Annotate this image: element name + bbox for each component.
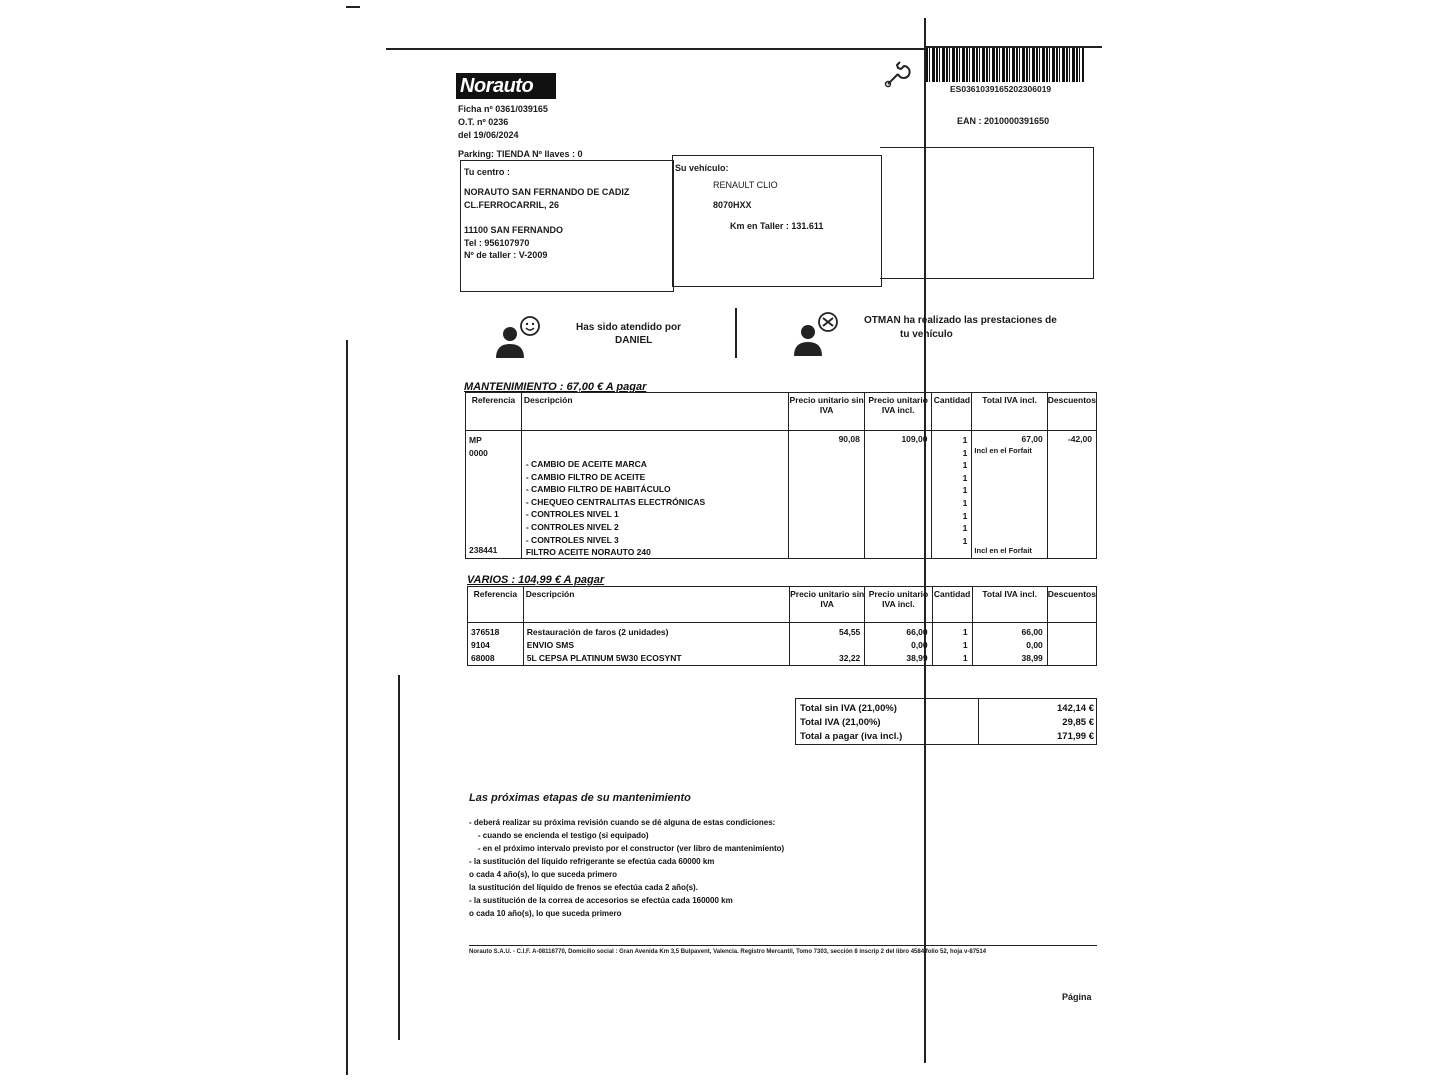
norauto-logo: Norauto [456,73,556,99]
mantenimiento-title: MANTENIMIENTO : 67,00 € A pagar [464,381,647,393]
mant-qty: 1 [962,472,968,483]
mant-col-desc-dto: Descuentos [1047,393,1096,431]
var-total-cell [972,623,1047,666]
ficha-number: Ficha nº 0361/039165 [458,104,548,114]
total-sin-iva: 142,14 € [1057,703,1094,714]
mant-ref-bottom: 238441 [469,545,498,555]
advisor-person-icon [492,314,544,360]
varios-table [467,586,1097,666]
centro-label: Tu centro : [464,167,510,177]
scan-edge-top [386,48,926,50]
centro-street: CL.FERROCARRIL, 26 [464,200,560,210]
mant-qty: 1 [962,510,968,521]
total-iva: 29,85 € [1062,717,1094,728]
total-sin-iva-label: Total sin IVA (21,00%) [800,703,897,714]
var-col-ref: Referencia [468,587,524,623]
var-row-qty: 1 [962,640,968,650]
mantenimiento-table [465,392,1097,559]
vehiculo-label: Su vehículo: [675,163,729,173]
var-row-desc: 5L CEPSA PLATINUM 5W30 ECOSYNT [526,653,682,663]
var-col-iva: Precio unitario IVA incl. [865,587,932,623]
var-row-ref: 376518 [471,627,500,637]
centro-taller: Nº de taller : V-2009 [464,250,548,260]
ot-date: del 19/06/2024 [458,130,519,140]
var-sin-cell [790,623,865,666]
var-con-cell [865,623,932,666]
var-row-total: 38,99 [1021,653,1043,663]
mechanic-person-icon [790,310,842,358]
mant-qty: 1 [962,535,968,546]
var-row-con: 66,00 [906,627,928,637]
mant-col-qty: Cantidad [932,393,972,431]
mant-col-ref: Referencia [466,393,522,431]
scan-mark-top [346,6,360,8]
mant-qty: 1 [962,435,968,445]
proximas-line: la sustitución del líquido de frenos se efectúa cada 2 año(s). [469,883,698,892]
var-col-qty: Cantidad [932,587,972,623]
mant-item: - CHEQUEO CENTRALITAS ELECTRÓNICAS [525,496,706,507]
vehiculo-model: RENAULT CLIO [713,180,778,190]
scan-edge-left-inner [398,675,400,1040]
page-label: Página [1062,992,1092,1002]
footer-rule [469,945,1097,946]
barcode-number: ES0361039165202306019 [950,84,1052,94]
proximas-line: - deberá realizar su próxima revisión cuando se dé alguna de estas condiciones: [469,818,776,827]
mant-precio-sin: 90,08 [838,434,860,444]
var-row-qty: 1 [962,653,968,663]
mant-qty: 1 [962,460,968,471]
prestaciones-line1: OTMAN ha realizado las prestaciones de [864,315,1057,326]
var-qty-cell [932,623,972,666]
mant-item: - CAMBIO FILTRO DE HABITÁCULO [525,484,671,495]
mant-items [526,458,705,559]
footer-legal: Norauto S.A.U. - C.I.F. A-08116770, Domicilio social : Gran Avenida Km 3,5 Bulpavent, Valencia. Registro Mercantil, Tomo 7303, sección 8 inscrip 2 del libro 4584 folio 52, hoja v-87514 [469,949,987,955]
mant-qty: 1 [962,523,968,534]
mant-descuento: -42,00 [1067,434,1092,444]
mant-col-desc: Descripción [521,393,789,431]
proximas-line: - la sustitución de la correa de accesorios se efectúa cada 160000 km [469,896,733,905]
centro-name: NORAUTO SAN FERNANDO DE CADIZ [464,187,630,197]
mant-qty: 1 [962,497,968,508]
atendido-line2: DANIEL [615,335,653,346]
var-row-con: 38,99 [906,653,928,663]
var-row-con: 0,00 [911,640,928,650]
barcode [926,48,1084,82]
mant-col-total: Total IVA incl. [972,393,1047,431]
var-row-total: 66,00 [1021,627,1043,637]
proximas-title: Las próximas etapas de su mantenimiento [469,792,691,804]
proximas-list [469,816,784,920]
mant-qty: 1 [962,447,968,458]
var-row-sin [794,639,860,652]
var-row-total: 0,00 [1026,640,1043,650]
total-pagar: 171,99 € [1057,731,1094,742]
vehiculo-km: Km en Taller : 131.611 [730,221,824,231]
var-row-ref: 68008 [471,653,495,663]
var-row-sin: 54,55 [839,627,861,637]
mant-item: - CONTROLES NIVEL 1 [525,509,619,520]
proximas-line: o cada 10 año(s), lo que suceda primero [469,909,622,918]
mant-incl-2: Incl en el Forfait [974,546,1032,555]
centro-city: 11100 SAN FERNANDO [464,225,564,235]
var-dto-cell [1047,623,1096,666]
centro-tel: Tel : 956107970 [464,238,530,248]
var-row-desc: ENVIO SMS [526,640,575,650]
totals-table [795,698,1097,745]
atendido-line1: Has sido atendido por [576,322,682,333]
mant-col-sin-iva: Precio unitario sin IVA [789,393,864,431]
wrench-icon [882,60,912,90]
address-box [880,147,1094,279]
var-desc-cell [523,623,789,666]
prestaciones-line2: tu vehículo [900,329,953,340]
scan-edge-left [346,340,348,1075]
ot-number: O.T. nº 0236 [458,117,509,127]
vehiculo-plate: 8070HXX [713,200,752,210]
varios-title: VARIOS : 104,99 € A pagar [467,574,605,586]
proximas-line: - la sustitución del líquido refrigerante se efectúa cada 60000 km [469,857,715,866]
mant-item: - CONTROLES NIVEL 3 [525,534,619,545]
mant-incl-1: Incl en el Forfait [974,446,1032,455]
ean-code: EAN : 2010000391650 [957,116,1050,126]
var-row-desc: Restauración de faros (2 unidades) [526,627,669,637]
var-row-sin: 32,22 [839,653,861,663]
mant-total: 67,00 [1021,434,1043,444]
mant-item: - CAMBIO DE ACEITE MARCA [525,459,647,469]
mant-ref-top: MP 0000 [469,435,488,458]
proximas-line: - en el próximo intervalo previsto por el constructor (ver libro de mantenimiento) [469,844,785,853]
var-col-desc: Descripción [523,587,789,623]
mant-item: - CAMBIO FILTRO DE ACEITE [525,471,646,482]
mant-qty-list [963,434,968,547]
parking-info: Parking: TIENDA Nº llaves : 0 [458,149,583,159]
total-pagar-label: Total a pagar (iva incl.) [800,731,903,742]
mant-item: - CONTROLES NIVEL 2 [525,521,619,532]
var-col-desc-dto: Descuentos [1047,587,1096,623]
mant-col-iva: Precio unitario IVA incl. [864,393,932,431]
var-row-qty: 1 [962,627,968,637]
mant-qty: 1 [962,485,968,496]
mant-precio-iva: 109,00 [901,434,928,444]
staff-divider [735,308,737,358]
mant-item: FILTRO ACEITE NORAUTO 240 [525,547,651,558]
proximas-line: o cada 4 año(s), lo que suceda primero [469,870,618,879]
var-col-total: Total IVA incl. [972,587,1047,623]
var-row-ref: 9104 [471,640,490,650]
var-ref-cell [468,623,524,666]
var-col-sin-iva: Precio unitario sin IVA [790,587,865,623]
total-iva-label: Total IVA (21,00%) [800,717,881,728]
proximas-line: - cuando se encienda el testigo (si equipado) [469,831,649,840]
